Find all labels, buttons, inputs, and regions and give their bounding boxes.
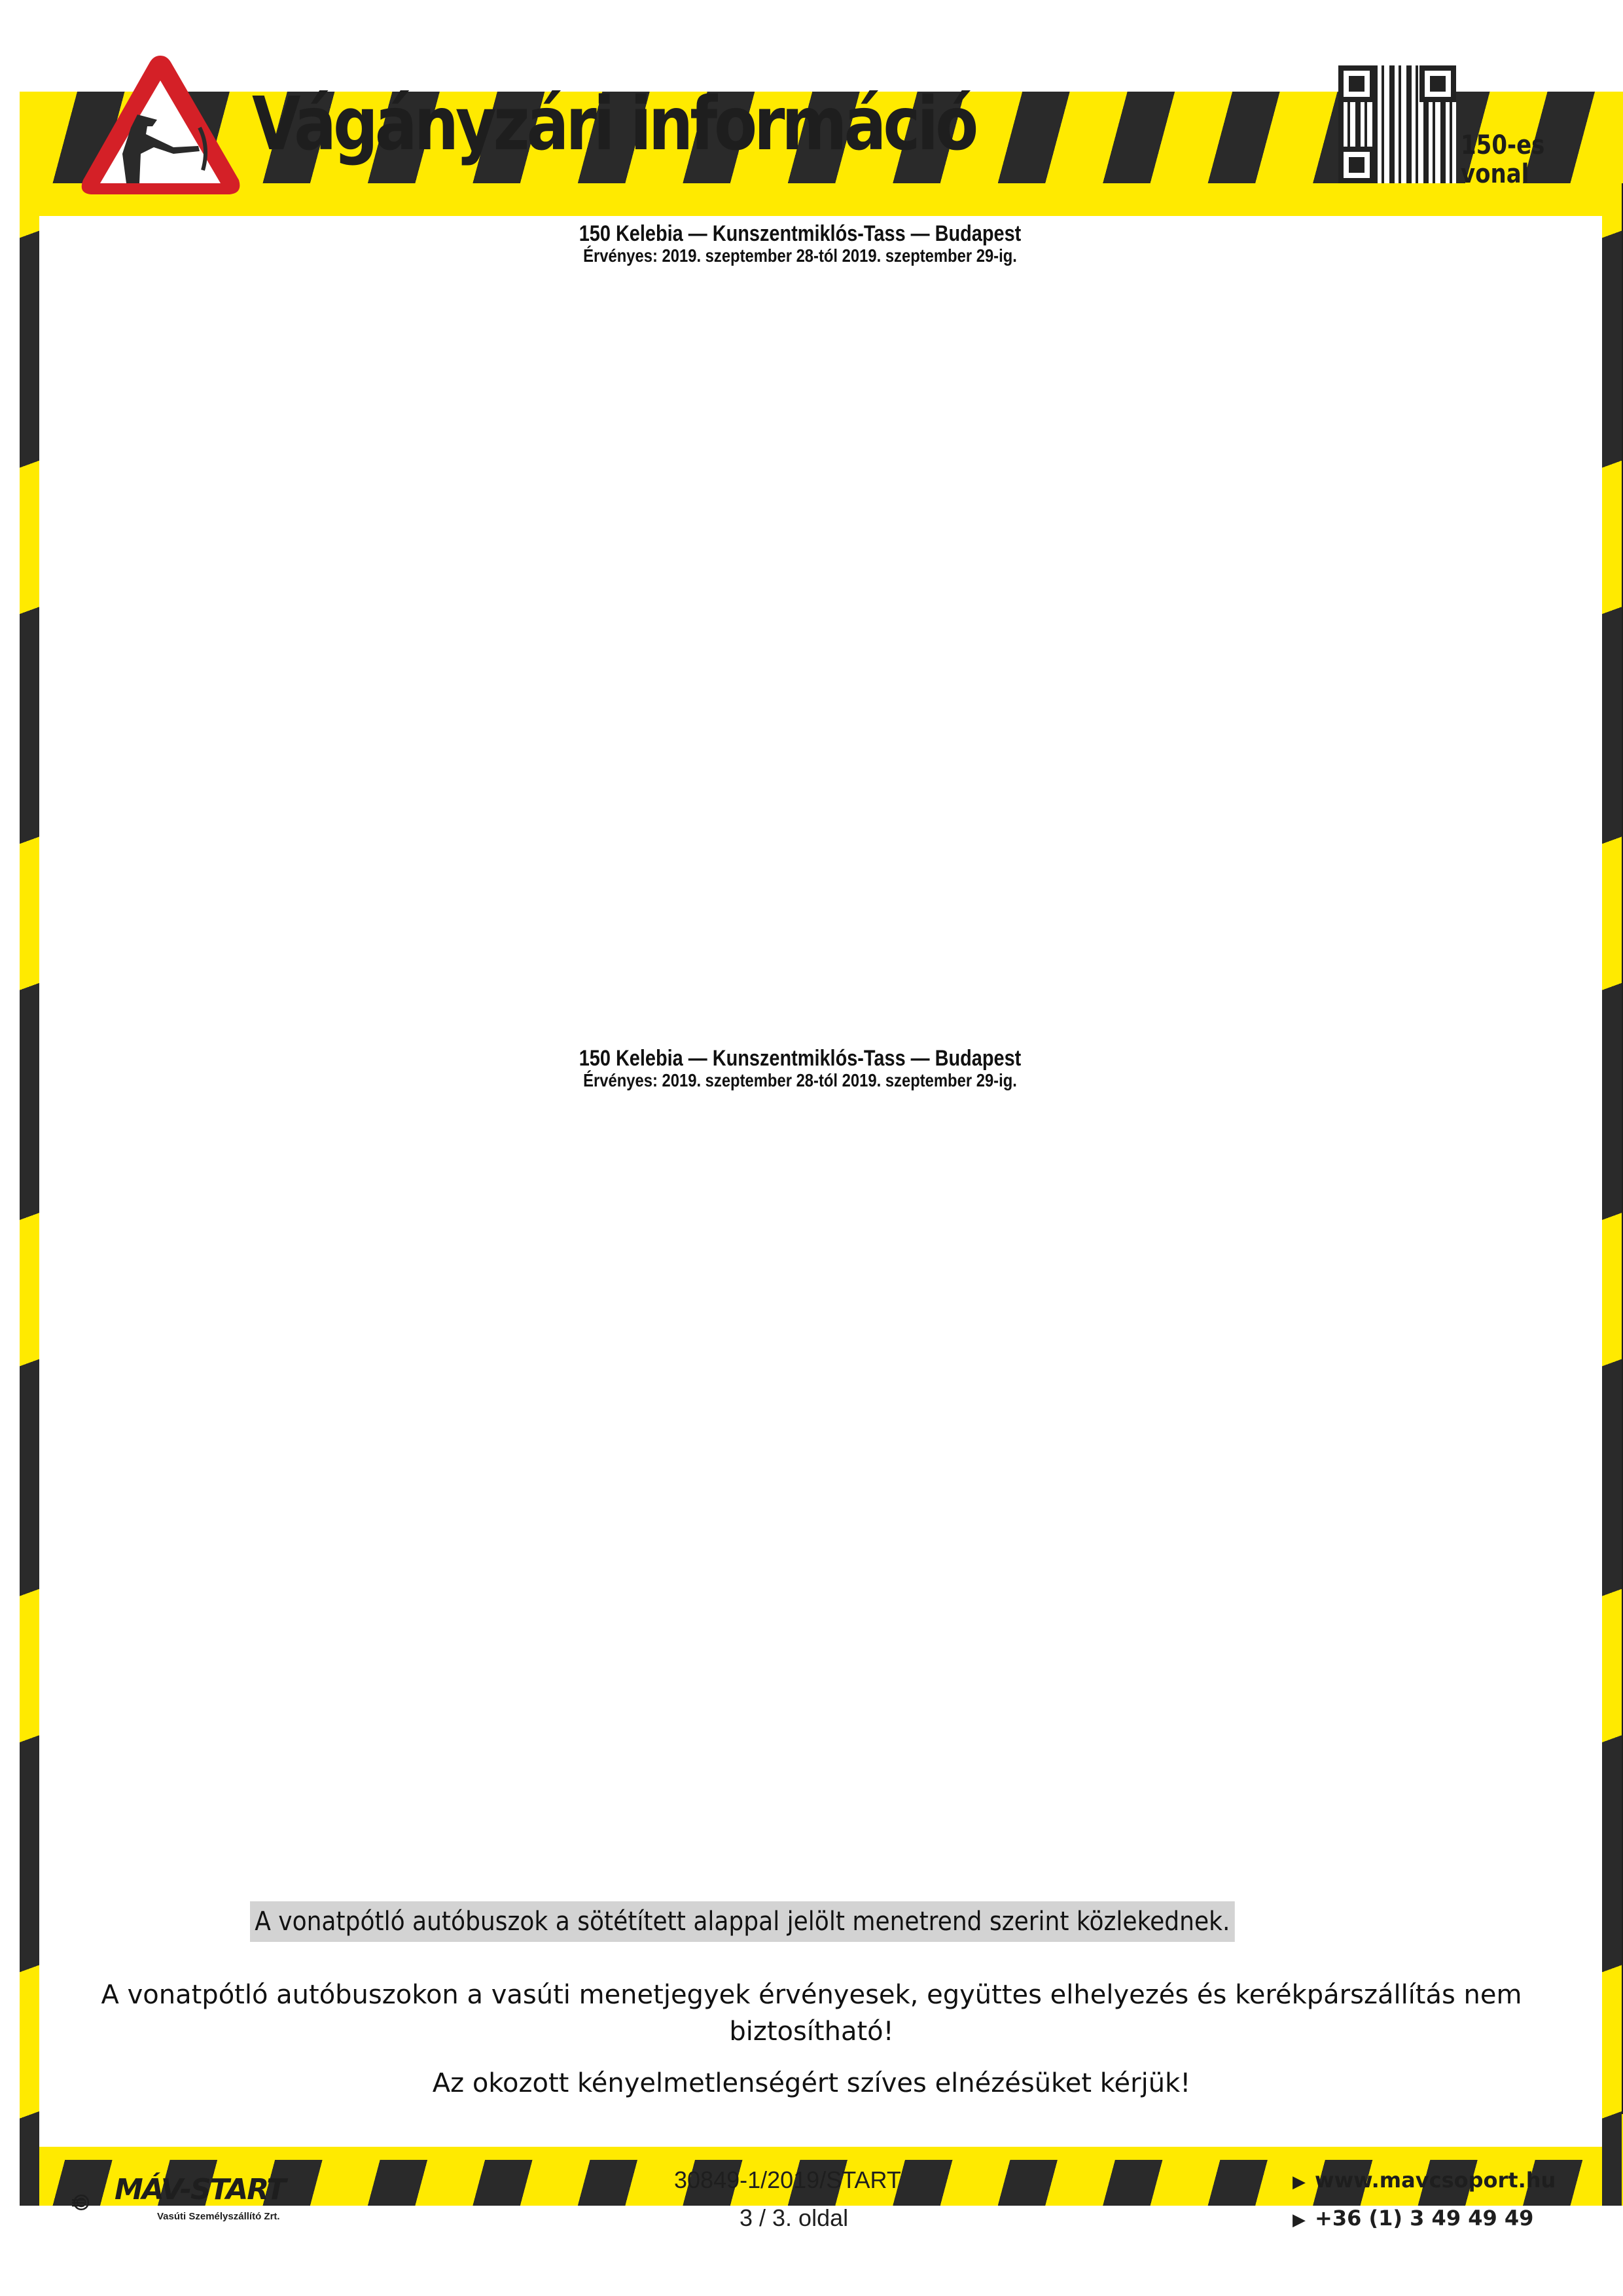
hazard-stripe-right	[1602, 92, 1622, 2206]
line-label	[1461, 131, 1544, 188]
timetable-title: 150 Kelebia — Kunszentmiklós-Tass — Budapest	[579, 221, 1022, 246]
track-worker-warning-sign-icon	[75, 49, 245, 200]
website-text: www.mavcsoport.hu	[1315, 2168, 1556, 2193]
ticket-notice: A vonatpótló autóbuszokon a vasúti menetjegyek érvényesek, együttes elhelyezés és kerékpárszállítás nem biztosítható!	[101, 1980, 1522, 2047]
page-title: Vágányzári információ	[252, 82, 976, 167]
line-number: 150-es	[1461, 130, 1545, 160]
timetable-validity: Érvényes: 2019. szeptember 28-tól 2019. szeptember 29-ig.	[583, 245, 1017, 266]
hazard-stripe-left	[20, 92, 39, 2206]
content-sheet	[39, 216, 1602, 2147]
timetable-validity: Érvényes: 2019. szeptember 28-tól 2019. szeptember 29-ig.	[583, 1070, 1017, 1090]
document-id: 30849-1/2019/START	[674, 2166, 901, 2193]
timetable-title: 150 Kelebia — Kunszentmiklós-Tass — Budapest	[579, 1046, 1022, 1071]
phone-text: +36 (1) 3 49 49 49	[1315, 2206, 1534, 2231]
timetable-2	[268, 1046, 1332, 1090]
website-link[interactable]	[1293, 2168, 1556, 2193]
timetable-1	[268, 221, 1332, 266]
logo-text: MÁV-START	[115, 2173, 285, 2206]
apology-notice: Az okozott kényelmetlenségért szíves elnézésüket kérjük!	[432, 2068, 1191, 2098]
page-number: 3 / 3. oldal	[740, 2204, 849, 2231]
qr-code-icon[interactable]	[1338, 65, 1456, 183]
phone-link[interactable]	[1293, 2206, 1533, 2231]
arrow-icon: ▶	[1293, 2172, 1306, 2192]
logo-subtitle: Vasúti Személyszállító Zrt.	[157, 2211, 280, 2222]
line-word: vonal	[1461, 159, 1529, 189]
arrow-icon: ▶	[1293, 2210, 1306, 2230]
bus-shading-notice: A vonatpótló autóbuszok a sötétített alappal jelölt menetrend szerint közlekednek.	[250, 1901, 1235, 1942]
